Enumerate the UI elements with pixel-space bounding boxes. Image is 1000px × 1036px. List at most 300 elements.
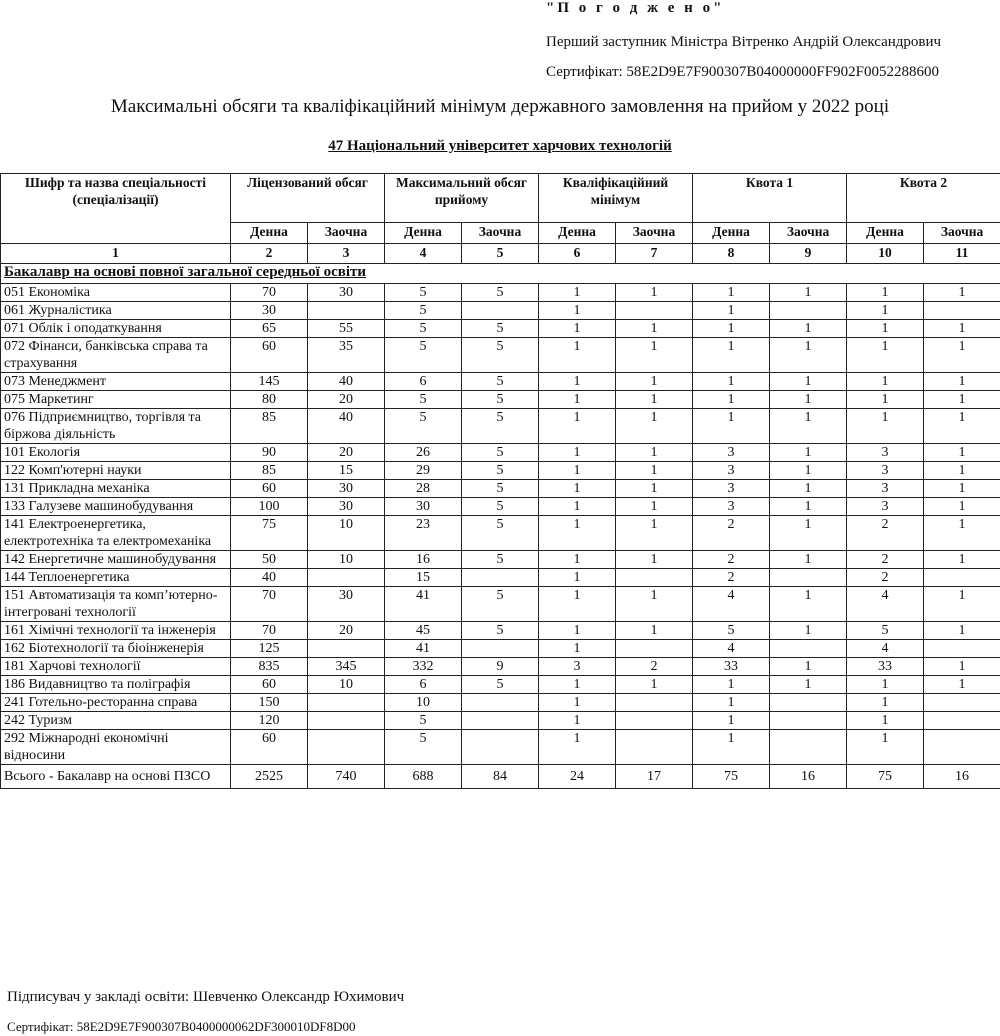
table-row <box>1 284 1000 302</box>
table-cell: 5 <box>462 516 539 551</box>
table-cell: 3 <box>693 498 770 516</box>
table-cell: 5 <box>462 551 539 569</box>
table-cell: 5 <box>462 587 539 622</box>
table-cell: 1 <box>847 409 924 444</box>
table-cell: 70 <box>231 622 308 640</box>
table-cell: 1 <box>616 587 693 622</box>
table-cell <box>770 730 847 765</box>
table-cell: 1 <box>847 391 924 409</box>
table-cell: 100 <box>231 498 308 516</box>
specialty-name: 076 Підприємництво, торгівля та біржова діяльність <box>1 409 231 444</box>
table-cell: 1 <box>539 712 616 730</box>
table-cell: 120 <box>231 712 308 730</box>
table-cell: 5 <box>693 622 770 640</box>
table-cell: 15 <box>308 462 385 480</box>
table-cell: 1 <box>847 694 924 712</box>
table-cell: 1 <box>539 587 616 622</box>
table-cell: 41 <box>385 640 462 658</box>
specialty-name: Всього - Бакалавр на основі ПЗСО <box>1 765 231 789</box>
table-cell: 5 <box>462 676 539 694</box>
table-cell <box>462 694 539 712</box>
table-cell: 1 <box>693 302 770 320</box>
column-number: 6 <box>539 244 616 264</box>
table-cell: 740 <box>308 765 385 789</box>
table-cell <box>462 730 539 765</box>
table-cell: 1 <box>924 676 1000 694</box>
table-cell: 24 <box>539 765 616 789</box>
subheader-part-time: Заочна <box>616 223 693 244</box>
table-row <box>1 658 1000 676</box>
table-row <box>1 712 1000 730</box>
table-cell: 1 <box>616 373 693 391</box>
table-cell: 1 <box>539 676 616 694</box>
table-row <box>1 551 1000 569</box>
table-cell: 125 <box>231 640 308 658</box>
table-cell: 1 <box>539 284 616 302</box>
table-cell: 4 <box>693 587 770 622</box>
table-row <box>1 462 1000 480</box>
table-cell <box>924 302 1000 320</box>
table-cell: 5 <box>385 338 462 373</box>
column-number: 2 <box>231 244 308 264</box>
table-cell: 20 <box>308 391 385 409</box>
table-cell: 1 <box>924 409 1000 444</box>
table-cell: 1 <box>924 391 1000 409</box>
table-cell: 1 <box>924 480 1000 498</box>
specialty-name: 161 Хімічні технології та інженерія <box>1 622 231 640</box>
table-cell: 3 <box>847 444 924 462</box>
table-cell: 30 <box>385 498 462 516</box>
table-cell: 80 <box>231 391 308 409</box>
table-cell: 1 <box>770 462 847 480</box>
specialty-name: 242 Туризм <box>1 712 231 730</box>
table-cell: 1 <box>539 640 616 658</box>
table-cell <box>770 694 847 712</box>
table-cell: 1 <box>693 676 770 694</box>
table-cell: 10 <box>308 676 385 694</box>
table-cell: 1 <box>539 302 616 320</box>
table-row <box>1 622 1000 640</box>
table-cell: 1 <box>539 338 616 373</box>
table-cell <box>308 694 385 712</box>
specialty-name: 186 Видавництво та поліграфія <box>1 676 231 694</box>
specialty-name: 101 Екологія <box>1 444 231 462</box>
specialty-name: 151 Автоматизація та комп’ютерно-інтегровані технології <box>1 587 231 622</box>
table-cell: 5 <box>462 409 539 444</box>
signer-certificate: Сертифікат: 58E2D9E7F900307B0400000062DF300010DF8D00 <box>7 1019 356 1034</box>
table-cell <box>616 302 693 320</box>
table-cell: 1 <box>539 409 616 444</box>
column-number: 1 <box>1 244 231 264</box>
table-cell: 5 <box>847 622 924 640</box>
table-cell: 30 <box>308 498 385 516</box>
table-cell <box>924 730 1000 765</box>
table-cell: 3 <box>847 480 924 498</box>
table-cell: 5 <box>385 302 462 320</box>
table-cell: 1 <box>616 498 693 516</box>
table-cell: 15 <box>385 569 462 587</box>
table-cell: 30 <box>308 480 385 498</box>
table-cell: 40 <box>308 409 385 444</box>
table-row <box>1 498 1000 516</box>
table-cell: 1 <box>616 320 693 338</box>
table-cell: 1 <box>924 516 1000 551</box>
table-cell: 1 <box>847 676 924 694</box>
table-cell: 1 <box>924 658 1000 676</box>
table-cell: 1 <box>539 551 616 569</box>
table-cell: 5 <box>462 338 539 373</box>
approval-block <box>546 0 1000 80</box>
table-cell: 1 <box>693 284 770 302</box>
table-row <box>1 587 1000 622</box>
column-number: 7 <box>616 244 693 264</box>
table-row <box>1 444 1000 462</box>
approver-certificate: Сертифікат: 58E2D9E7F900307B04000000FF902F0052288600 <box>546 64 939 80</box>
table-cell: 60 <box>231 480 308 498</box>
table-cell: 3 <box>693 462 770 480</box>
table-cell: 1 <box>616 284 693 302</box>
table-cell <box>462 640 539 658</box>
table-cell: 33 <box>847 658 924 676</box>
table-cell: 70 <box>231 587 308 622</box>
table-cell: 23 <box>385 516 462 551</box>
specialty-name: 292 Міжнародні економічні відносини <box>1 730 231 765</box>
table-cell: 5 <box>462 373 539 391</box>
table-cell: 1 <box>693 320 770 338</box>
table-cell: 41 <box>385 587 462 622</box>
table-cell: 75 <box>693 765 770 789</box>
table-cell: 5 <box>462 320 539 338</box>
column-number: 4 <box>385 244 462 264</box>
table-cell <box>924 712 1000 730</box>
specialty-name: 144 Теплоенергетика <box>1 569 231 587</box>
table-cell: 9 <box>462 658 539 676</box>
approver-name: Перший заступник Міністра Вітренко Андрій Олександрович <box>546 34 942 50</box>
table-cell: 1 <box>924 587 1000 622</box>
header-quota-2: Квота 2 <box>847 174 1000 223</box>
table-cell: 84 <box>462 765 539 789</box>
table-cell: 4 <box>847 640 924 658</box>
table-cell: 1 <box>924 320 1000 338</box>
table-cell: 1 <box>693 694 770 712</box>
table-cell: 1 <box>847 302 924 320</box>
specialty-name: 122 Комп'ютерні науки <box>1 462 231 480</box>
table-cell: 75 <box>847 765 924 789</box>
table-cell: 16 <box>385 551 462 569</box>
table-cell: 30 <box>231 302 308 320</box>
table-cell: 26 <box>385 444 462 462</box>
table-cell: 2 <box>847 569 924 587</box>
table-cell: 1 <box>539 622 616 640</box>
table-cell: 1 <box>616 409 693 444</box>
table-cell: 1 <box>847 712 924 730</box>
table-cell: 17 <box>616 765 693 789</box>
table-cell: 1 <box>770 551 847 569</box>
table-cell: 3 <box>693 480 770 498</box>
table-cell: 3 <box>539 658 616 676</box>
table-cell: 3 <box>693 444 770 462</box>
column-number: 9 <box>770 244 847 264</box>
table-cell: 2 <box>847 516 924 551</box>
table-row <box>1 676 1000 694</box>
table-cell: 1 <box>539 320 616 338</box>
table-row <box>1 730 1000 765</box>
table-cell: 1 <box>770 320 847 338</box>
subheader-full-time: Денна <box>539 223 616 244</box>
table-cell: 5 <box>462 391 539 409</box>
subheader-part-time: Заочна <box>462 223 539 244</box>
table-cell: 5 <box>385 712 462 730</box>
table-row <box>1 302 1000 320</box>
table-cell: 65 <box>231 320 308 338</box>
specialty-name: 075 Маркетинг <box>1 391 231 409</box>
table-cell: 1 <box>847 373 924 391</box>
table-cell: 1 <box>616 480 693 498</box>
table-cell: 1 <box>924 551 1000 569</box>
table-cell: 60 <box>231 730 308 765</box>
table-cell: 1 <box>693 373 770 391</box>
table-cell <box>924 694 1000 712</box>
table-row <box>1 516 1000 551</box>
table-cell: 5 <box>462 284 539 302</box>
table-row <box>1 694 1000 712</box>
document-title: Максимальні обсяги та кваліфікаційний мінімум державного замовлення на прийом у 2022 році <box>110 96 890 117</box>
table-cell: 75 <box>231 516 308 551</box>
subheader-part-time: Заочна <box>770 223 847 244</box>
subheader-part-time: Заочна <box>308 223 385 244</box>
specialty-name: 071 Облік і оподаткування <box>1 320 231 338</box>
organization-title: 47 Національний університет харчових технологій <box>328 138 672 154</box>
header-licensed-volume: Ліцензований обсяг <box>231 174 385 223</box>
table-cell: 1 <box>616 516 693 551</box>
table-cell <box>770 712 847 730</box>
table-cell: 150 <box>231 694 308 712</box>
table-cell: 1 <box>770 338 847 373</box>
table-cell: 1 <box>924 444 1000 462</box>
table-cell: 28 <box>385 480 462 498</box>
table-cell: 2 <box>847 551 924 569</box>
table-cell: 1 <box>847 320 924 338</box>
table-cell: 16 <box>924 765 1000 789</box>
table-cell: 20 <box>308 622 385 640</box>
table-cell: 60 <box>231 338 308 373</box>
table-row <box>1 480 1000 498</box>
table-cell: 1 <box>924 462 1000 480</box>
table-cell: 60 <box>231 676 308 694</box>
table-cell <box>616 730 693 765</box>
section-heading: Бакалавр на основі повної загальної середньої освіти <box>1 264 1000 284</box>
specialty-name: 241 Готельно-ресторанна справа <box>1 694 231 712</box>
table-cell: 5 <box>385 730 462 765</box>
table-row <box>1 640 1000 658</box>
table-row <box>1 338 1000 373</box>
specialty-name: 181 Харчові технології <box>1 658 231 676</box>
table-cell: 29 <box>385 462 462 480</box>
table-cell: 2 <box>693 516 770 551</box>
table-cell: 1 <box>693 712 770 730</box>
table-cell: 1 <box>539 498 616 516</box>
table-cell: 1 <box>770 658 847 676</box>
table-cell <box>308 730 385 765</box>
table-cell: 1 <box>616 676 693 694</box>
table-cell: 50 <box>231 551 308 569</box>
table-cell: 1 <box>539 391 616 409</box>
header-qualification-minimum: Кваліфікаційний мінімум <box>539 174 693 223</box>
table-cell: 1 <box>770 444 847 462</box>
table-cell: 3 <box>847 462 924 480</box>
table-cell: 1 <box>924 284 1000 302</box>
specialty-name: 051 Економіка <box>1 284 231 302</box>
column-number: 10 <box>847 244 924 264</box>
table-cell: 85 <box>231 462 308 480</box>
table-cell <box>308 712 385 730</box>
table-cell: 835 <box>231 658 308 676</box>
table-cell: 5 <box>462 444 539 462</box>
specialty-name: 162 Біотехнології та біоінженерія <box>1 640 231 658</box>
table-cell: 1 <box>770 284 847 302</box>
table-cell: 1 <box>770 622 847 640</box>
subheader-full-time: Денна <box>693 223 770 244</box>
column-number: 8 <box>693 244 770 264</box>
table-cell: 1 <box>616 551 693 569</box>
table-cell <box>462 302 539 320</box>
table-cell <box>616 712 693 730</box>
table-cell: 5 <box>462 622 539 640</box>
table-cell: 6 <box>385 373 462 391</box>
table-cell: 70 <box>231 284 308 302</box>
table-cell: 4 <box>693 640 770 658</box>
table-cell: 5 <box>385 284 462 302</box>
subheader-part-time: Заочна <box>924 223 1000 244</box>
table-cell: 2 <box>693 569 770 587</box>
table-cell: 35 <box>308 338 385 373</box>
table-cell: 3 <box>847 498 924 516</box>
total-row <box>1 765 1000 789</box>
table-cell: 5 <box>462 462 539 480</box>
table-cell: 1 <box>770 391 847 409</box>
table-cell: 1 <box>539 694 616 712</box>
table-cell <box>462 712 539 730</box>
table-cell: 1 <box>616 622 693 640</box>
table-row <box>1 391 1000 409</box>
table-cell: 1 <box>847 338 924 373</box>
table-cell: 85 <box>231 409 308 444</box>
table-cell: 5 <box>385 320 462 338</box>
table-cell: 145 <box>231 373 308 391</box>
table-cell <box>924 640 1000 658</box>
table-cell: 10 <box>308 551 385 569</box>
table-cell <box>924 569 1000 587</box>
table-cell: 2 <box>616 658 693 676</box>
table-cell: 1 <box>770 409 847 444</box>
table-cell: 1 <box>693 391 770 409</box>
table-cell: 1 <box>539 462 616 480</box>
specialty-name: 073 Менеджмент <box>1 373 231 391</box>
specialty-name: 131 Прикладна механіка <box>1 480 231 498</box>
table-cell: 1 <box>693 338 770 373</box>
table-cell: 4 <box>847 587 924 622</box>
column-number: 11 <box>924 244 1000 264</box>
subheader-full-time: Денна <box>847 223 924 244</box>
table-cell: 1 <box>539 373 616 391</box>
table-cell <box>308 640 385 658</box>
specialty-name: 061 Журналістика <box>1 302 231 320</box>
table-cell: 90 <box>231 444 308 462</box>
table-cell: 5 <box>385 409 462 444</box>
table-cell: 40 <box>231 569 308 587</box>
table-cell: 1 <box>924 498 1000 516</box>
table-cell: 1 <box>924 622 1000 640</box>
table-cell <box>616 694 693 712</box>
table-cell <box>770 569 847 587</box>
table-cell: 1 <box>770 587 847 622</box>
table-cell: 688 <box>385 765 462 789</box>
table-cell: 1 <box>770 373 847 391</box>
table-cell: 16 <box>770 765 847 789</box>
table-cell: 345 <box>308 658 385 676</box>
admission-table <box>0 173 1000 789</box>
table-cell: 1 <box>770 480 847 498</box>
table-cell: 45 <box>385 622 462 640</box>
table-row <box>1 320 1000 338</box>
table-cell: 1 <box>539 444 616 462</box>
table-row <box>1 373 1000 391</box>
table-row <box>1 569 1000 587</box>
table-cell: 1 <box>924 373 1000 391</box>
table-cell: 1 <box>693 730 770 765</box>
table-cell: 5 <box>462 498 539 516</box>
specialty-name: 133 Галузеве машинобудування <box>1 498 231 516</box>
table-cell: 10 <box>385 694 462 712</box>
table-cell: 332 <box>385 658 462 676</box>
approval-stamp: "П о г о д ж е н о" <box>546 0 725 16</box>
table-cell: 1 <box>616 338 693 373</box>
table-cell: 1 <box>693 409 770 444</box>
table-cell <box>462 569 539 587</box>
table-cell: 40 <box>308 373 385 391</box>
table-cell: 5 <box>462 480 539 498</box>
table-cell: 55 <box>308 320 385 338</box>
table-cell: 2 <box>693 551 770 569</box>
specialty-name: 072 Фінанси, банківська справа та страхування <box>1 338 231 373</box>
subheader-full-time: Денна <box>385 223 462 244</box>
table-row <box>1 409 1000 444</box>
table-cell: 1 <box>539 516 616 551</box>
table-cell: 20 <box>308 444 385 462</box>
table-cell: 1 <box>539 480 616 498</box>
table-cell <box>616 640 693 658</box>
signer-name: Підписувач у закладі освіти: Шевченко Олександр Юхимович <box>7 989 405 1005</box>
table-cell: 30 <box>308 587 385 622</box>
table-cell: 30 <box>308 284 385 302</box>
table-cell: 1 <box>924 338 1000 373</box>
table-cell <box>616 569 693 587</box>
specialty-name: 142 Енергетичне машинобудування <box>1 551 231 569</box>
table-cell: 1 <box>770 498 847 516</box>
table-cell <box>308 569 385 587</box>
table-cell: 2525 <box>231 765 308 789</box>
table-cell: 1 <box>847 730 924 765</box>
header-max-admission: Максимальний обсяг прийому <box>385 174 539 223</box>
specialty-name: 141 Електроенергетика, електротехніка та електромеханіка <box>1 516 231 551</box>
table-cell: 1 <box>847 284 924 302</box>
table-cell <box>770 640 847 658</box>
table-cell: 1 <box>770 516 847 551</box>
table-cell: 1 <box>616 462 693 480</box>
column-number: 5 <box>462 244 539 264</box>
table-cell <box>770 302 847 320</box>
table-cell: 1 <box>770 676 847 694</box>
